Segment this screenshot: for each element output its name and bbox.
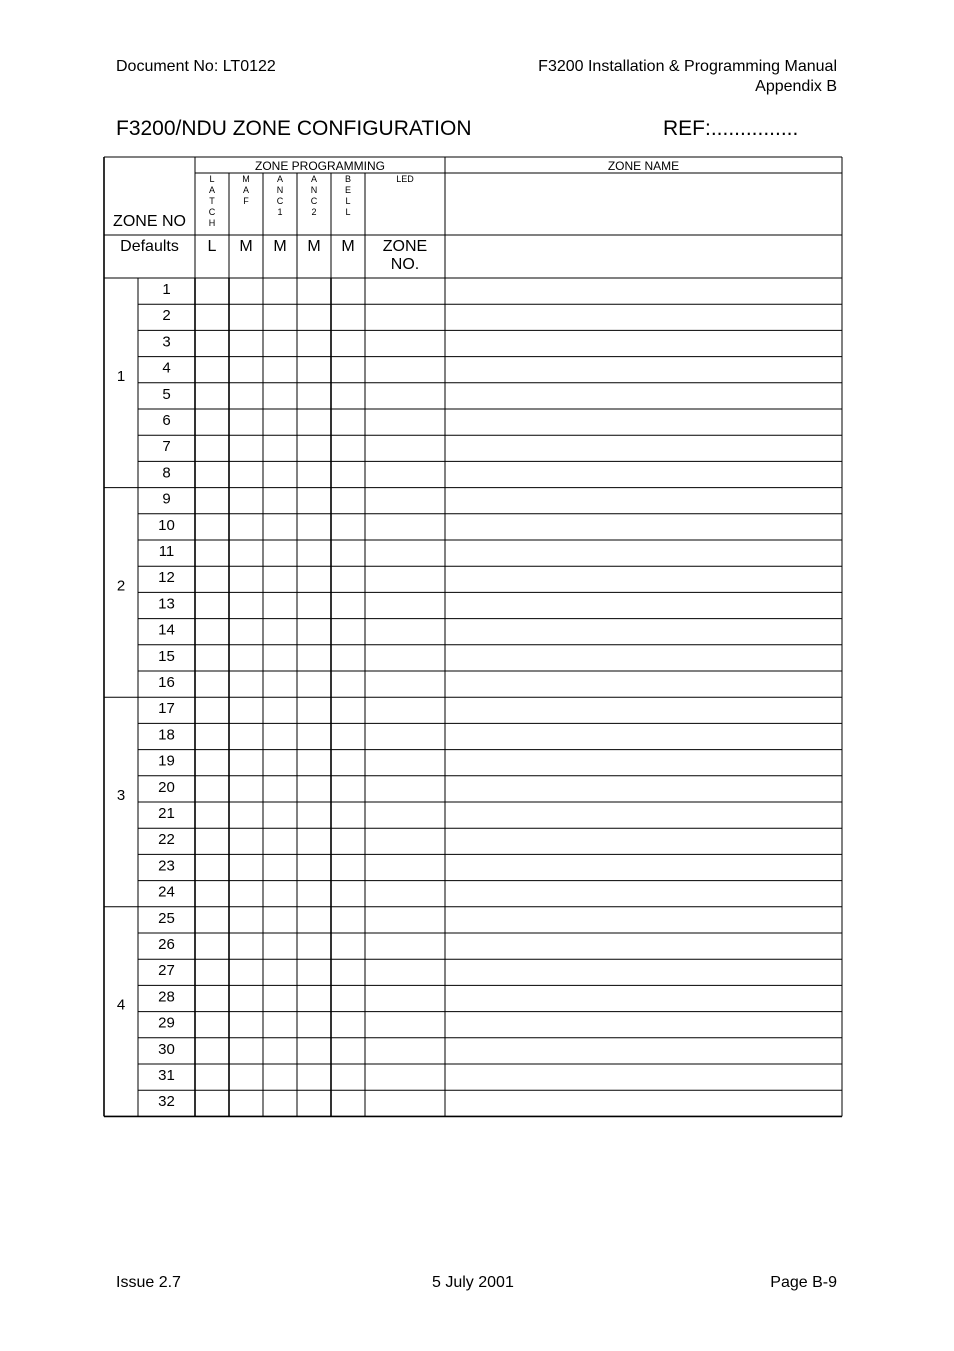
prog-column-letter: A bbox=[242, 185, 250, 195]
zone-number: 20 bbox=[158, 778, 175, 796]
group-label: 4 bbox=[116, 996, 126, 1014]
zone-number: 14 bbox=[158, 621, 175, 639]
zone-number: 27 bbox=[158, 962, 175, 980]
reference-field: REF:............... bbox=[663, 117, 799, 140]
zone-number: 25 bbox=[158, 909, 175, 927]
zone-number: 2 bbox=[162, 307, 171, 325]
zone-number: 28 bbox=[158, 988, 175, 1006]
prog-column-letter: L bbox=[345, 196, 351, 206]
zone-number: 12 bbox=[158, 569, 175, 587]
zone-number: 13 bbox=[158, 595, 175, 613]
prog-column-letter: N bbox=[276, 185, 284, 195]
issue-label: Issue 2.7 bbox=[116, 1274, 181, 1291]
page-title: F3200/NDU ZONE CONFIGURATION bbox=[116, 117, 472, 140]
zone-number: 17 bbox=[158, 700, 175, 718]
prog-column-letter: T bbox=[209, 196, 215, 206]
defaults-label: Defaults bbox=[120, 238, 179, 255]
zone-no-heading: ZONE NO bbox=[113, 213, 186, 230]
zone-number: 30 bbox=[158, 1040, 175, 1058]
prog-column-letter: A bbox=[276, 174, 284, 184]
zone-number: 3 bbox=[162, 333, 171, 351]
prog-column-letter: A bbox=[310, 174, 318, 184]
prog-column-letter: L bbox=[345, 207, 351, 217]
zone-number: 5 bbox=[162, 385, 171, 403]
prog-column-letter: A bbox=[208, 185, 216, 195]
prog-column-letter: M bbox=[242, 174, 250, 184]
zone-number: 22 bbox=[158, 831, 175, 849]
zone-number: 1 bbox=[162, 281, 171, 298]
group-label: 3 bbox=[116, 787, 126, 804]
default-value: M bbox=[239, 238, 253, 255]
zone-number: 4 bbox=[162, 359, 171, 377]
prog-column-letter: 2 bbox=[311, 207, 317, 217]
zone-number: 26 bbox=[158, 936, 175, 953]
zone-number: 24 bbox=[158, 883, 175, 901]
zone-number: 18 bbox=[158, 726, 175, 744]
zone-number: 8 bbox=[162, 464, 171, 482]
zone-number: 32 bbox=[158, 1093, 175, 1111]
prog-column-letter: H bbox=[208, 218, 216, 228]
prog-column-letter: B bbox=[344, 174, 352, 184]
zone-number: 16 bbox=[158, 674, 175, 691]
prog-column-letter: N bbox=[310, 185, 318, 195]
prog-column-letter: F bbox=[243, 196, 249, 206]
zone-number: 7 bbox=[162, 438, 171, 456]
zone-number: 29 bbox=[158, 1014, 175, 1032]
page-number: Page B-9 bbox=[770, 1274, 837, 1291]
group-label: 1 bbox=[116, 367, 126, 385]
document-number: Document No: LT0122 bbox=[116, 58, 276, 75]
zone-number: 21 bbox=[158, 805, 175, 822]
zone-number: 10 bbox=[158, 516, 175, 534]
prog-column-letter: E bbox=[344, 185, 352, 195]
date-label: 5 July 2001 bbox=[432, 1274, 514, 1291]
zone-name-heading: ZONE NAME bbox=[607, 159, 680, 173]
zone-number: 9 bbox=[162, 490, 171, 508]
prog-column-letter: C bbox=[310, 196, 318, 206]
zone-number: 19 bbox=[158, 752, 175, 770]
zone-programming-heading: ZONE PROGRAMMING bbox=[254, 159, 386, 173]
manual-title: F3200 Installation & Programming Manual bbox=[538, 58, 837, 75]
zone-number: 23 bbox=[158, 857, 175, 875]
prog-column-letter: C bbox=[276, 196, 284, 206]
prog-column-letter: L bbox=[209, 174, 215, 184]
led-default-value: ZONE bbox=[382, 238, 428, 255]
zone-number: 11 bbox=[158, 543, 175, 560]
default-value: M bbox=[307, 238, 321, 255]
led-heading: LED bbox=[396, 174, 414, 184]
prog-column-letter: C bbox=[208, 207, 216, 217]
zone-number: 15 bbox=[158, 647, 175, 665]
group-label: 2 bbox=[116, 577, 126, 595]
prog-column-letter: 1 bbox=[277, 207, 283, 217]
zone-number: 6 bbox=[162, 412, 171, 429]
default-value: L bbox=[207, 238, 217, 255]
led-default-value: NO. bbox=[390, 256, 420, 273]
appendix-label: Appendix B bbox=[755, 78, 837, 95]
zone-number: 31 bbox=[158, 1067, 175, 1084]
default-value: M bbox=[273, 238, 287, 255]
default-value: M bbox=[341, 238, 355, 255]
